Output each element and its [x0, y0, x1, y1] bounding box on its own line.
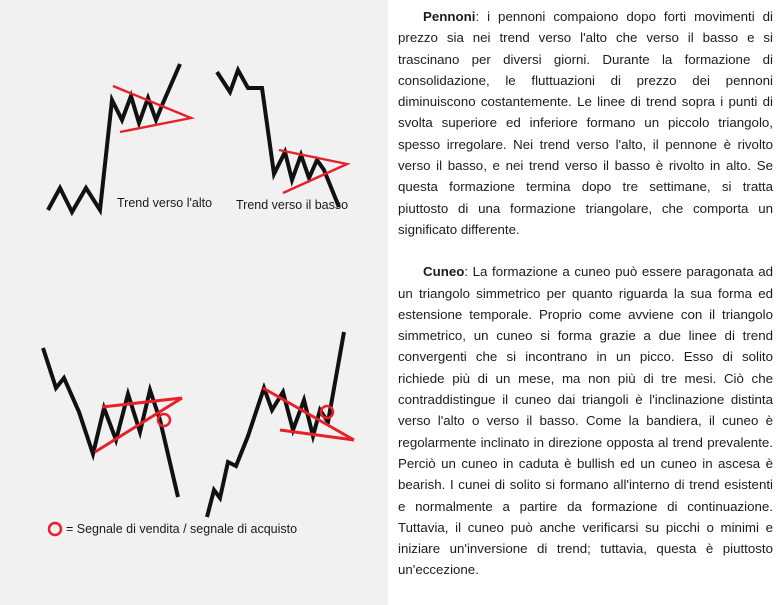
pennants-paragraph — [398, 6, 773, 240]
downtrend-price-line — [217, 70, 339, 207]
wedge-body: : La formazione a cuneo può essere paragonata ad un triangolo simmetrico per quanto riguarda la sua forma ed estensione temporale. Proprio come avviene con il triangolo simmetrico, un cuneo si forma grazie a due linee di trend convergenti che si incontrano in un picco. Esso di solito richiede più di un mese, ma non più di tre mesi. Ciò che contraddistingue il cuneo dai triangoli è l'inclinazione distinta verso l'alto o verso il basso. Come la bandiera, il cuneo è regolarmente inclinato in direzione opposta al trend prevalente. Perciò un cuneo in caduta è bullish ed un cuneo in ascesa è bearish. I cunei di solito si formano all'interno di trend esistenti e normalmente a partire da formazione di continuazione. Tuttavia, il cuneo può anche verificarsi su picchi o minimi e iniziare un'inversione di trend; tuttavia, questa è piuttosto un'eccezione. — [398, 264, 773, 578]
pattern-illustrations — [0, 0, 388, 605]
trend-down-label: Trend verso il basso — [236, 198, 349, 212]
falling-wedge-price-line — [207, 332, 344, 517]
wedge-falling-chart — [207, 332, 354, 517]
legend-text: = Segnale di vendita / segnale di acquisto — [66, 522, 298, 536]
falling-wedge-upper-trendline — [263, 388, 354, 440]
pennant-uptrend-chart — [48, 64, 212, 212]
trend-up-label: Trend verso l'alto — [117, 196, 213, 210]
wedge-term: Cuneo — [423, 264, 465, 280]
figure-panel — [0, 0, 388, 605]
legend-signal-circle — [49, 523, 61, 535]
wedge-paragraph — [398, 261, 773, 580]
wedge-rising-chart — [43, 348, 182, 497]
text-column — [398, 6, 773, 581]
pennants-term: Pennoni — [423, 9, 476, 24]
pennant-downtrend-chart — [217, 70, 348, 212]
pennants-body: : i pennoni compaiono dopo forti movimenti di prezzo sia nei trend verso l'alto che verso il basso e si trascinano per diversi giorni. Durante la formazione di consolidazione, le fluttuazioni di prezzo dei pennoni diminuiscono costantemente. Le linee di trend sopra i punti di svolta superiore ed inferiore formano un piccolo triangolo, spesso irregolare. Nei trend verso l'alto, il pennone è rivolto verso il basso, e nei trend verso il basso è rivolto in alto. Se questa formazione termina dopo tre settimane, si tratta piuttosto di una formazione triangolare, che comporta un significato differente. — [398, 9, 773, 237]
signal-legend — [49, 522, 297, 536]
